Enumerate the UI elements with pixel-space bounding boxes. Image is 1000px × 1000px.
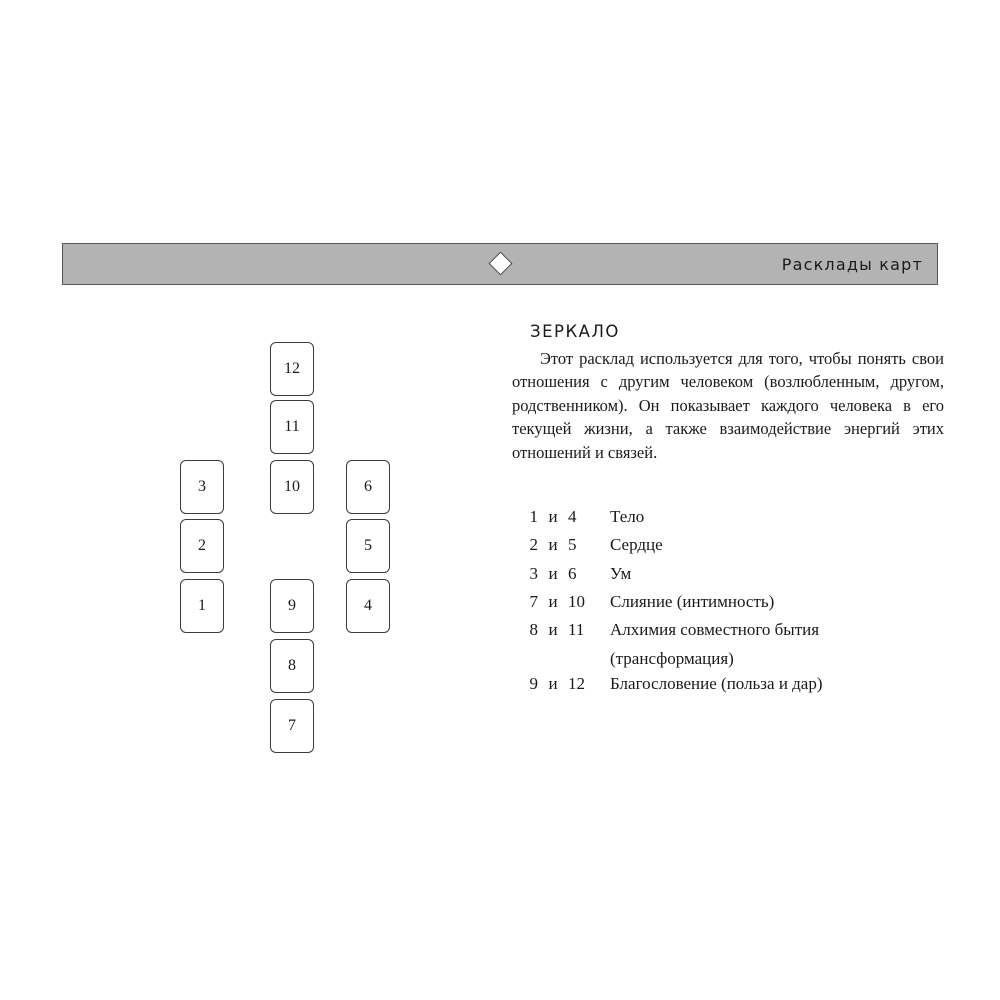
legend-label: Сердце <box>610 535 663 555</box>
legend-item-line <box>520 561 944 587</box>
legend-position-b: 6 <box>568 563 577 583</box>
spread-card: 7 <box>270 699 314 753</box>
spread-card: 11 <box>270 400 314 454</box>
legend-conjunction: и <box>548 507 558 527</box>
article-paragraph: Этот расклад используется для того, чтобы понять свои отношения с другим человеком (возлюбленным, другом, родственником). Он показывает каждого человека в его текущей жизни, а также взаимодействие энергий этих отношений и связей. <box>512 349 944 462</box>
legend-position-b: 10 <box>568 592 585 612</box>
legend-item-line <box>520 589 944 615</box>
diamond-icon <box>488 251 512 275</box>
spread-card: 8 <box>270 639 314 693</box>
spread-card: 6 <box>346 460 390 514</box>
legend-sublabel: (трансформация) <box>610 648 734 668</box>
legend-conjunction: и <box>548 535 558 555</box>
article-column <box>512 322 944 700</box>
spread-card: 4 <box>346 579 390 633</box>
legend-position-a: 8 <box>529 620 538 640</box>
legend-item-line <box>520 504 944 530</box>
legend-conjunction: и <box>548 620 558 640</box>
legend-label: Тело <box>610 507 645 527</box>
legend-label: Ум <box>610 563 632 583</box>
spread-card: 10 <box>270 460 314 514</box>
legend-label: Слияние (интимность) <box>610 592 775 612</box>
mirror-spread-diagram <box>150 320 480 780</box>
spread-card: 9 <box>270 579 314 633</box>
legend-conjunction: и <box>548 674 558 694</box>
page-header-bar <box>62 243 938 285</box>
legend-conjunction: и <box>548 592 558 612</box>
spread-card: 1 <box>180 579 224 633</box>
legend-position-b: 4 <box>568 507 577 527</box>
legend-item <box>520 589 944 615</box>
page-title: ЗЕРКАЛО <box>530 322 620 341</box>
legend-item <box>520 561 944 587</box>
spread-card: 12 <box>270 342 314 396</box>
legend-item-line <box>520 617 944 643</box>
legend-position-b: 11 <box>568 620 585 640</box>
legend-position-a: 9 <box>529 674 538 694</box>
spread-card: 3 <box>180 460 224 514</box>
legend-label: Благословение (польза и дар) <box>610 674 823 694</box>
legend-item <box>520 532 944 558</box>
legend-item-line <box>520 532 944 558</box>
legend-position-a: 3 <box>529 563 538 583</box>
legend-label: Алхимия совместного бытия <box>610 620 820 640</box>
legend-conjunction: и <box>548 563 558 583</box>
header-title: Расклады карт <box>781 255 923 274</box>
legend-position-a: 7 <box>529 592 538 612</box>
spread-card: 2 <box>180 519 224 573</box>
legend-item-line <box>520 671 944 697</box>
legend-item <box>520 617 944 671</box>
legend-position-a: 1 <box>529 507 538 527</box>
legend-position-b: 12 <box>568 674 585 694</box>
spread-card: 5 <box>346 519 390 573</box>
legend-list <box>520 504 944 698</box>
legend-position-b: 5 <box>568 535 577 555</box>
legend-item <box>520 671 944 697</box>
legend-item <box>520 504 944 530</box>
legend-position-a: 2 <box>529 535 538 555</box>
